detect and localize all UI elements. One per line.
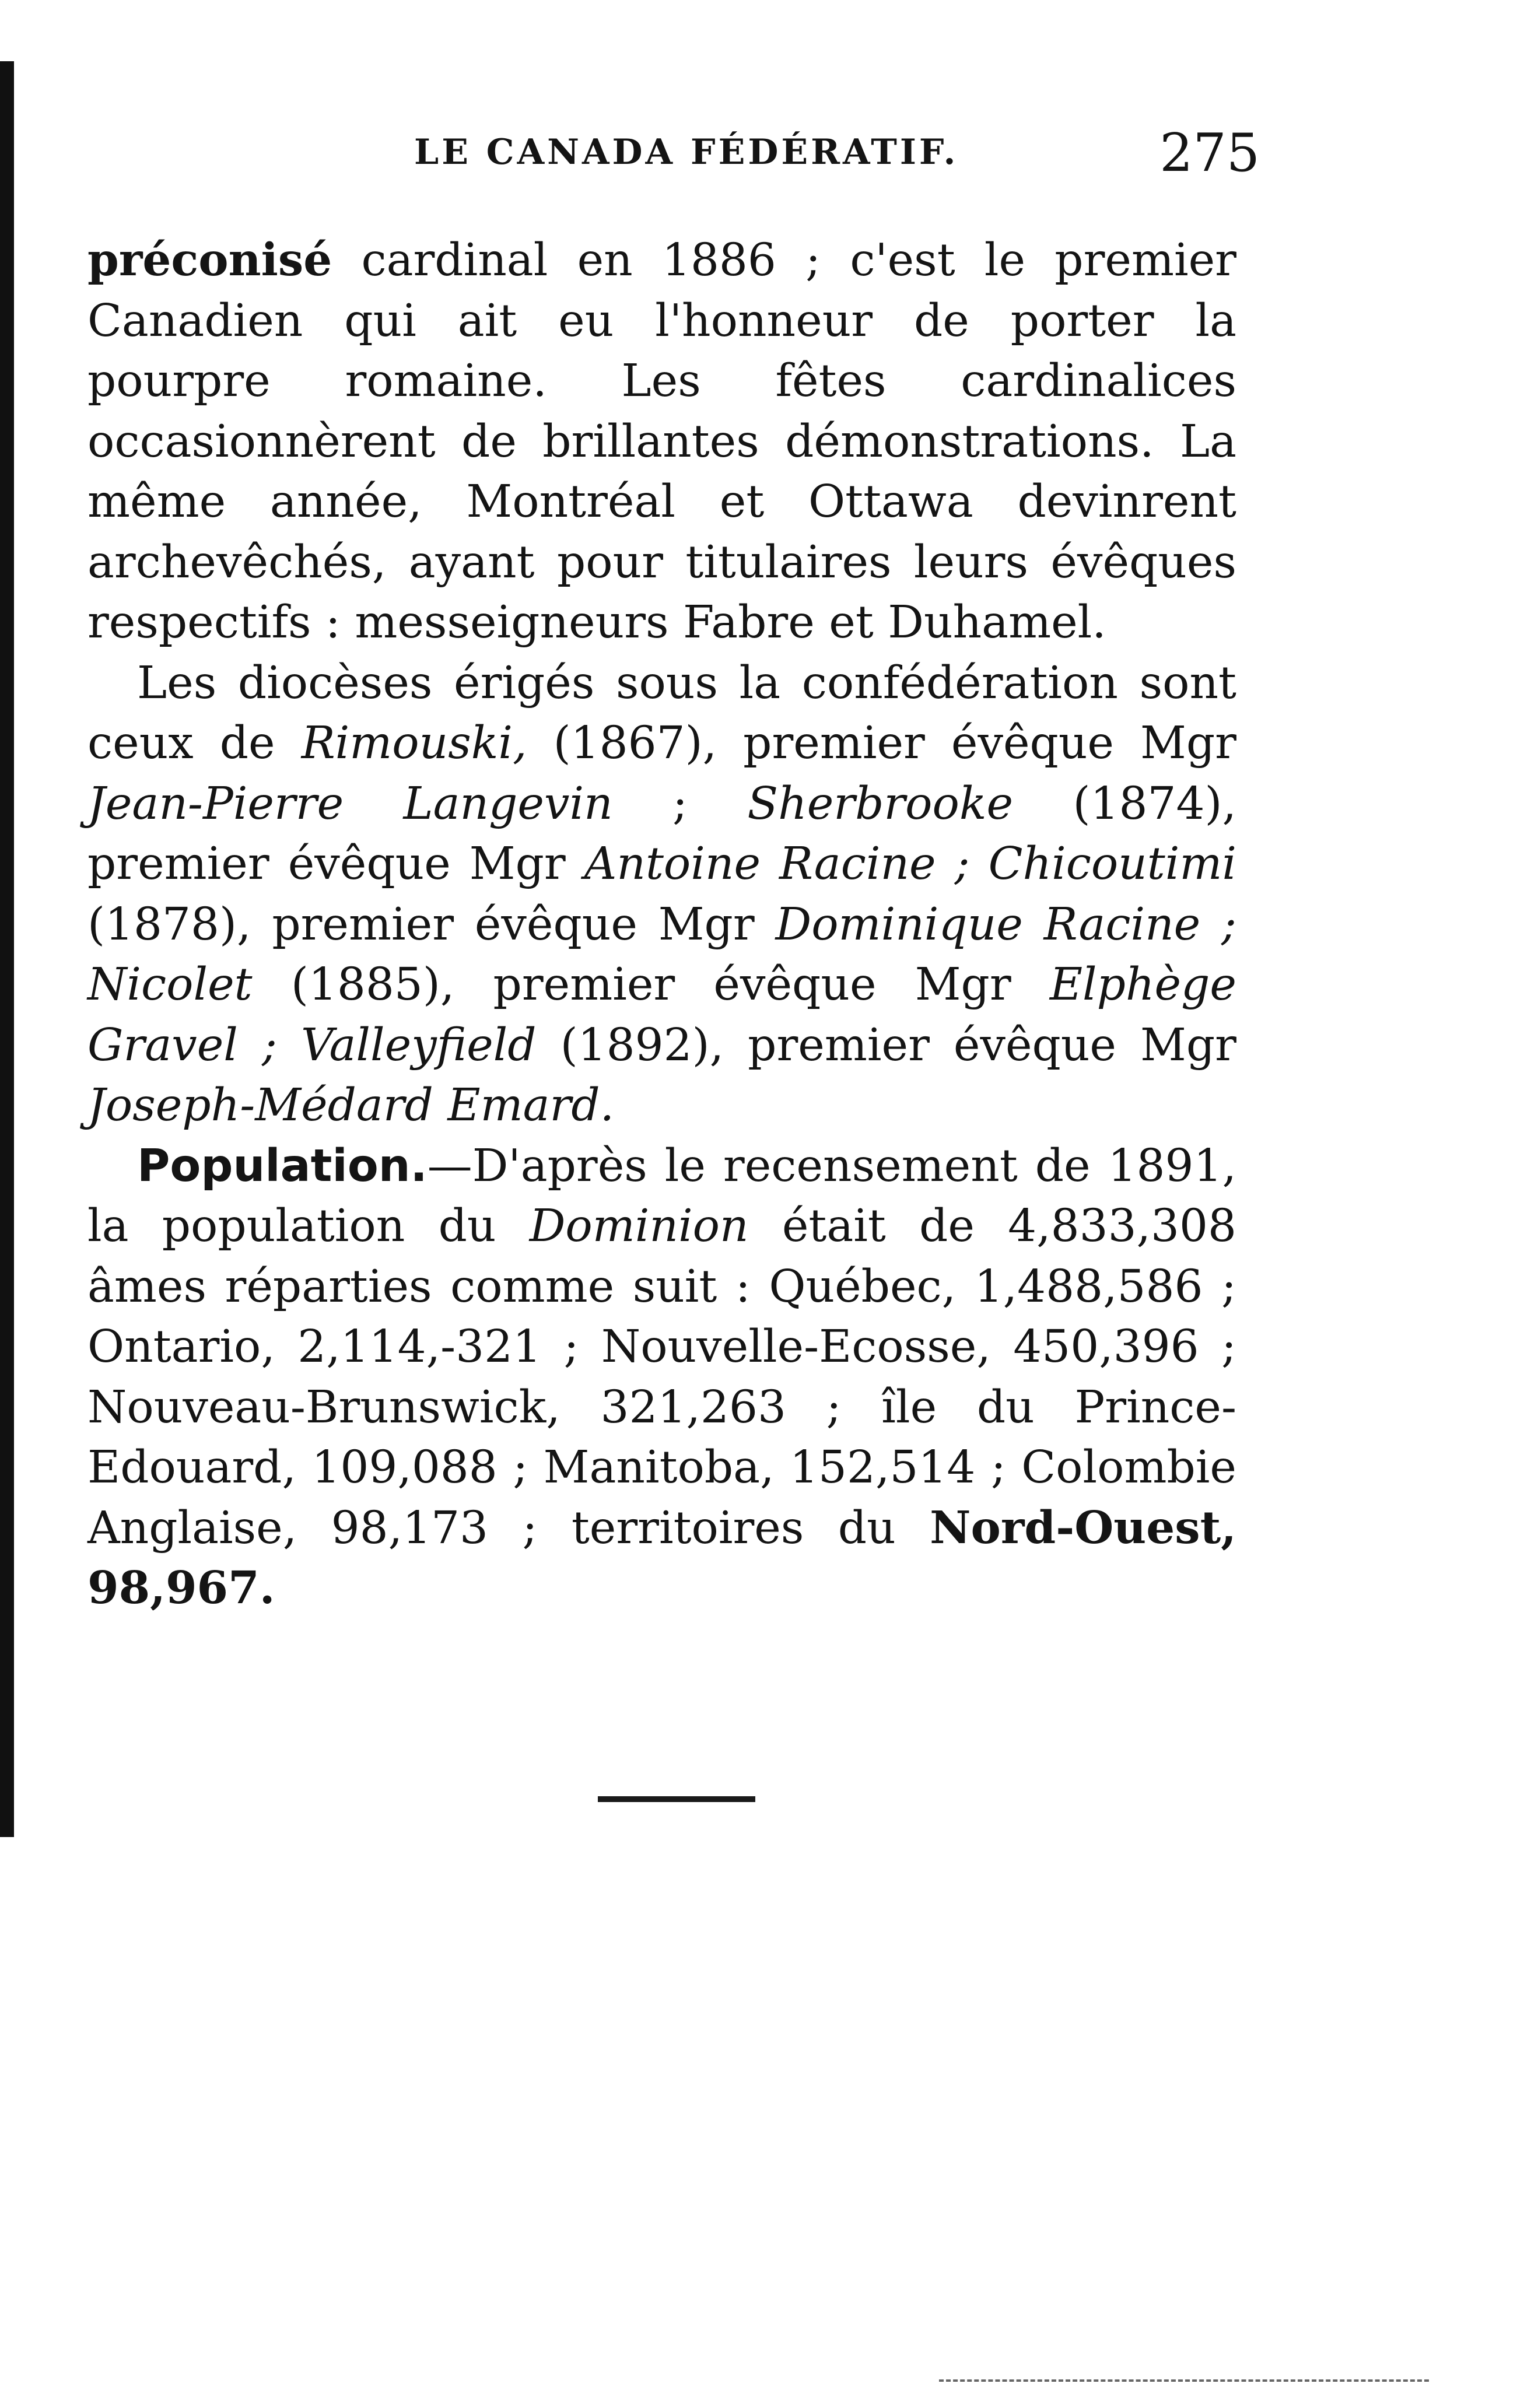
text-run: ;	[612, 777, 748, 830]
page-number: 275	[1159, 122, 1260, 184]
section-end-rule	[598, 1796, 755, 1802]
text-run: (1892), premier évêque Mgr	[536, 1019, 1236, 1071]
body-text	[87, 230, 1236, 1619]
running-head	[87, 122, 1260, 187]
italic-run: Dominique Racine ; Nicolet	[87, 898, 1236, 1011]
carryover-word: préconisé	[87, 234, 332, 286]
italic-run: Rimouski,	[301, 717, 527, 769]
italic-run: Antoine Racine ; Chicoutimi	[584, 838, 1236, 890]
running-title: LE CANADA FÉDÉRATIF.	[414, 132, 959, 173]
text-run: Les diocèses érigés sous la confédération sont ceux de	[87, 657, 1236, 769]
text-run: (1867), premier évêque Mgr	[527, 717, 1236, 769]
italic-run: Elphège Gravel ; Valleyfield	[87, 959, 1236, 1071]
text-run: (1885), premier évêque Mgr	[252, 959, 1050, 1011]
text-run: cardinal en 1886 ; c'est le premier Canadien qui ait eu l'honneur de porter la pourpre romaine. Les fêtes cardinalices occasionnèrent de brillantes démonstrations. La même année, Montréal et Ottawa devinrent archevêchés, ayant pour titulaires leurs évêques respectifs : messeigneurs Fabre et Duhamel.	[87, 234, 1236, 649]
paragraph-population	[87, 1136, 1236, 1619]
italic-run: Dominion	[529, 1200, 749, 1252]
italic-run: Jean-Pierre Langevin	[87, 777, 613, 830]
paragraph-dioceses	[87, 653, 1236, 1136]
italic-run: Sherbrooke	[747, 777, 1014, 830]
italic-run: Joseph-Médard Emard.	[87, 1079, 615, 1131]
text-run: (1874), premier évêque Mgr	[87, 777, 1236, 890]
book-spine-edge	[0, 61, 14, 1837]
paragraph-cardinal	[87, 230, 1236, 653]
text-run: —D'après le recensement de 1891, la population du	[87, 1140, 1236, 1252]
section-heading: Population.	[137, 1140, 428, 1192]
text-run: était de 4,833,308 âmes réparties comme suit : Québec, 1,488,586 ; Ontario, 2,114,-321 ; Nouvelle-Ecosse, 450,396 ; Nouveau-Brunswick, 321,263 ; île du Prince-Edouard, 109,088 ; Manitoba, 152,514 ; Colombie Anglaise, 98,173 ; territoires du	[87, 1200, 1236, 1554]
bottom-dashed-rule	[939, 2379, 1429, 2382]
text-run: (1878), premier évêque Mgr	[87, 898, 776, 951]
bold-run: Nord-Ouest, 98,967.	[87, 1501, 1236, 1614]
